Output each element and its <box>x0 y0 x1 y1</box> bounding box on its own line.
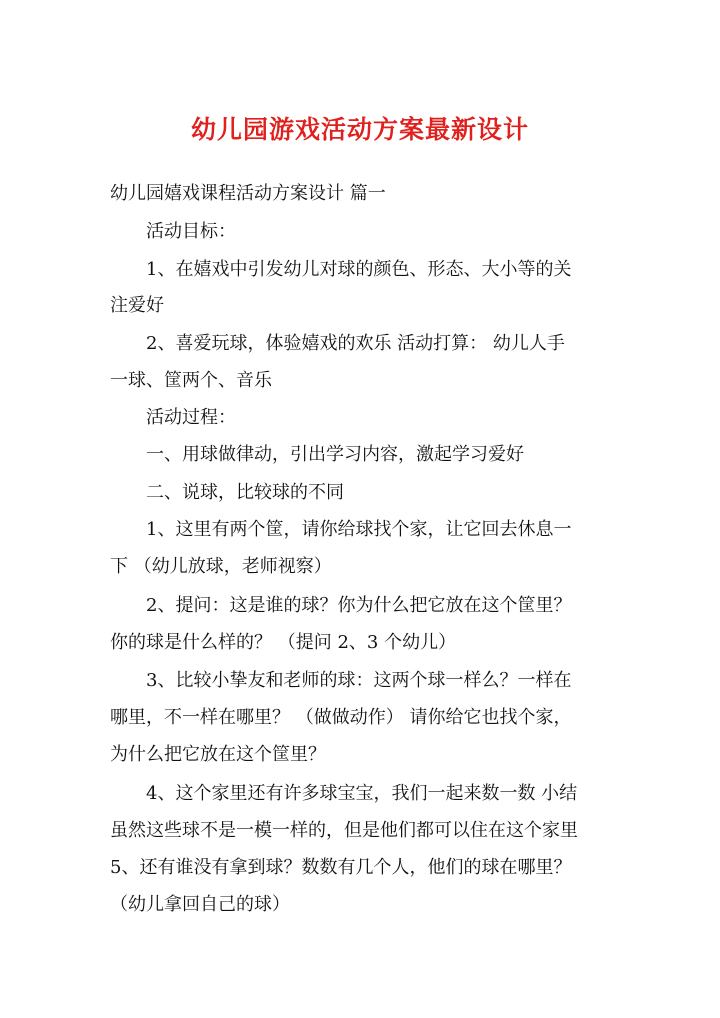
paragraph-line: 3、比较小挚友和老师的球：这两个球一样么？一样在 <box>146 670 572 691</box>
paragraph-line: 注爱好 <box>110 295 164 316</box>
paragraph-line: 1、这里有两个筐，请你给球找个家，让它回去休息一 <box>146 519 572 540</box>
paragraph-line: 一、用球做律动，引出学习内容，激起学习爱好 <box>146 444 524 465</box>
paragraph-line: 为什么把它放在这个筐里？ <box>110 744 326 765</box>
paragraph-line: 2、提问：这是谁的球？你为什么把它放在这个筐里？ <box>146 595 572 616</box>
paragraph-line: 5、还有谁没有拿到球？数数有几个人，他们的球在哪里？ <box>110 857 572 878</box>
paragraph-line: （幼儿拿回自己的球） <box>110 894 290 915</box>
paragraph-line: 虽然这些球不是一模一样的，但是他们都可以住在这个家里 <box>110 820 578 841</box>
document-title: 幼儿园游戏活动方案最新设计 <box>190 115 529 144</box>
paragraph-line: 你的球是什么样的？ （提问 2、3 个幼儿） <box>110 632 457 653</box>
paragraph-line: 二、说球，比较球的不同 <box>146 482 344 503</box>
section-heading: 幼儿园嬉戏课程活动方案设计 篇一 <box>110 183 386 204</box>
paragraph-line: 活动目标： <box>146 221 236 242</box>
paragraph-line: 1、在嬉戏中引发幼儿对球的颜色、形态、大小等的关 <box>146 259 572 280</box>
paragraph-line: 4、这个家里还有许多球宝宝，我们一起来数一数 小结 <box>146 783 578 804</box>
paragraph-line: 2、喜爱玩球，体验嬉戏的欢乐 活动打算： 幼儿人手 <box>146 333 565 354</box>
paragraph-line: 哪里，不一样在哪里？ （做做动作） 请你给它也找个家， <box>110 707 572 728</box>
paragraph-line: 一球、筐两个、音乐 <box>110 370 272 391</box>
paragraph-line: 下 （幼儿放球，老师视察） <box>110 556 332 577</box>
paragraph-line: 活动过程： <box>146 407 236 428</box>
